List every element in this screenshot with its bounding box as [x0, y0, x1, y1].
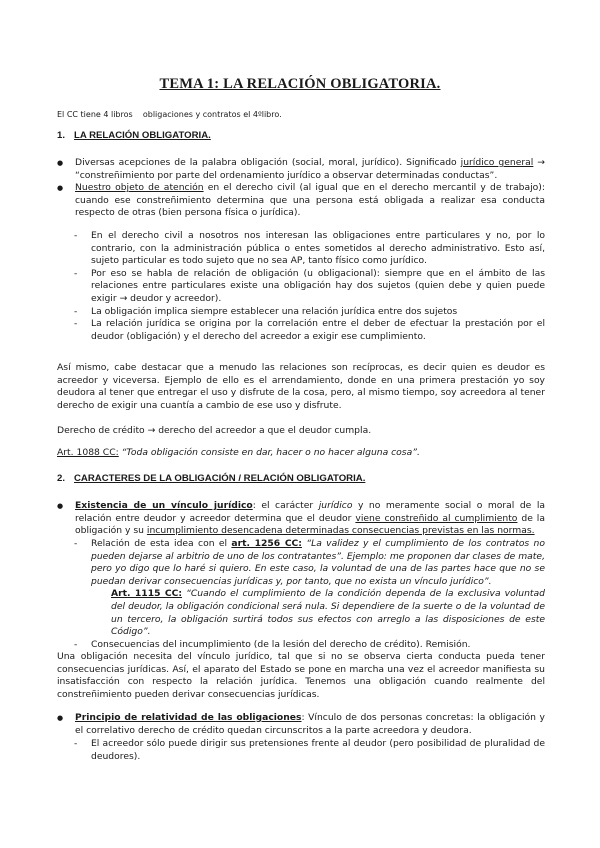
- article-1088-text: “Toda obligación consiste en dar, hacer o no hacer alguna cosa”.: [118, 447, 420, 458]
- section-1-heading: [57, 130, 545, 143]
- section-1-subpoints: [74, 230, 545, 343]
- section-2-subpoints-2: [74, 738, 545, 763]
- art-1115-block: [91, 588, 545, 638]
- relatividad-term: Principio de relatividad de las obligaciones: [75, 712, 302, 723]
- section-2-subpoints: [74, 538, 545, 651]
- bullet-acepciones: [57, 157, 545, 182]
- page-title: TEMA 1: LA RELACIÓN OBLIGATORIA.: [159, 76, 441, 92]
- constrenido-term: viene constreñido al cumplimiento: [355, 512, 518, 524]
- juridico-word: jurídico: [318, 500, 353, 511]
- section-2-title: CARACTERES DE LA OBLIGACIÓN / RELACIÓN OBLIGATORIA.: [74, 473, 366, 484]
- bullet-objeto: [57, 182, 545, 220]
- section-1-bullets: [57, 157, 545, 220]
- subpoint-relacion-juridica-text: La obligación implica siempre establecer una relación jurídica entre dos sujetos: [91, 305, 458, 317]
- intro-obligations: obligaciones y contratos el 4ºlibro.: [142, 110, 282, 119]
- article-1088: [57, 447, 545, 460]
- art-1256-ref: art. 1256 CC:: [231, 538, 302, 549]
- section-2-bullets-2: [57, 712, 545, 737]
- vinculo-juridico-term: Existencia de un vínculo jurídico: [75, 500, 253, 511]
- subpoint-consecuencias-text: Consecuencias del incumplimiento (de la lesión del derecho de crédito). Remisión.: [91, 638, 471, 650]
- subpoint-correlacion: [74, 318, 545, 343]
- article-1088-ref: Art. 1088 CC:: [57, 447, 119, 458]
- subpoint-derecho-civil: [74, 230, 545, 268]
- art-1115-ref: Art. 1115 CC:: [111, 588, 183, 600]
- subpoint-acreedor: [74, 738, 545, 763]
- paragraph-derecho-credito: Derecho de crédito → derecho del acreedor a que el deudor cumpla.: [57, 425, 372, 436]
- subpoint-acreedor-text: El acreedor sólo puede dirigir sus pretensiones frente al deudor (pero posibilidad de pluralidad de deudores).: [91, 738, 545, 762]
- objeto-atencion-term: Nuestro objeto de atención: [75, 182, 204, 194]
- art-1256-intro: Relación de esta idea con el: [91, 538, 232, 549]
- incumplimiento-term: incumplimiento desencadena determinadas consecuencias previstas en las normas.: [146, 525, 535, 537]
- paragraph-reciprocas: Así mismo, cabe destacar que a menudo las relaciones son recíprocas, es decir quien es deudor es acreedor y viceversa. Ejemplo de ello es el arrendamiento, donde en una primera prestación yo soy deudora al tener que entregar el uso y disfrute de la cosa, pero, al mismo tiempo, soy acreedora al tener derecho de exigir una cuantía a cambio de ese uso y disfrute.: [57, 362, 545, 411]
- subpoint-relacion-obligacion-text: Por eso se habla de relación de obligación (u obligacional): siempre que en el ámbito de las relaciones entre particulares existe una obligación hay dos sujetos (quien debe y quien puede exigir → deudor y acreedor).: [91, 267, 545, 304]
- bullet-vinculo-juridico: [57, 500, 545, 538]
- subpoint-derecho-civil-text: En el derecho civil a nosotros nos interesan las obligaciones entre particulares y no, por lo contrario, con la administración pública o entes sometidos al derecho administrativo. Esto así, sujeto particular es todo sujeto que no sea AP, tanto físico como jurídico.: [91, 230, 545, 267]
- vinculo-text-3: de la obligación y su: [75, 512, 545, 537]
- vinculo-text-2: y no meramente social o moral de la relación entre deudor y acreedor determina que el deudor: [75, 500, 545, 524]
- section-1-title: LA RELACIÓN OBLIGATORIA.: [74, 130, 211, 141]
- bullet-acepciones-definition: → “constreñimiento por parte del ordenamiento jurídico a observar determinadas conductas”.: [75, 157, 546, 181]
- subpoint-relacion-obligacion: [74, 268, 545, 306]
- juridico-general-term: jurídico general: [460, 157, 534, 168]
- vinculo-text-1: : el carácter: [252, 500, 319, 511]
- intro-books: El CC tiene 4 libros: [57, 110, 133, 119]
- art-1256-text: “La validez y el cumplimiento de los contratos no pueden dejarse al arbitrio de uno de los contratantes”. Ejemplo: me proponen dar clases de mate, pero yo digo que lo haré si quiero. En este caso, la voluntad de una de las partes hace que no se puedan derivar consecuencias jurídicas y, por tanto, que no exista un vínculo jurídico”.: [91, 538, 546, 587]
- subpoint-art-1256: [74, 538, 545, 639]
- bullet-relatividad: [57, 712, 545, 737]
- intro-line: [57, 109, 545, 122]
- bullet-acepciones-text: Diversas acepciones de la palabra obligación (social, moral, jurídico). Significado: [75, 157, 461, 168]
- section-2-heading: [57, 473, 545, 486]
- section-1-number: 1.: [57, 130, 66, 141]
- relatividad-text: : Vínculo de dos personas concretas: la obligación y el correlativo derecho de crédito quedan circunscritos a la parte acreedora y deudora.: [75, 712, 545, 736]
- subpoint-correlacion-text: La relación jurídica se origina por la correlación entre el deber de efectuar la prestación por el deudor (obligación) y el derecho del acreedor a exigir ese cumplimiento.: [91, 318, 545, 342]
- art-1115-text: “Cuando el cumplimiento de la condición dependa de la exclusiva voluntad del deudor, la obligación condicional será nula. Si dependiere de la suerte o de la voluntad de un tercero, la obligación surtirá todos sus efectos con arreglo a las disposiciones de este Código”.: [111, 588, 545, 638]
- bullet-objeto-text: en el derecho civil (al igual que en el derecho mercantil y de trabajo): cuando ese constreñimiento determina que una persona está obligada a realizar esa conducta respecto de otras (bien persona física o jurídica).: [75, 182, 545, 219]
- subpoint-relacion-juridica: [74, 306, 545, 319]
- subpoint-consecuencias: [74, 639, 545, 652]
- section-2-bullets: [57, 500, 545, 538]
- paragraph-vinculo: Una obligación necesita del vínculo jurídico, tal que si no se observa cierta conducta pueda tener consecuencias jurídicas. Así, el aparato del Estado se pone en marcha una vez el acreedor manifiesta su insatisfacción con respecto la relación jurídica. Tenemos una obligación cuando realmente del constreñimiento pueden derivar consecuencias jurídicas.: [57, 651, 545, 700]
- section-2-number: 2.: [57, 473, 66, 484]
